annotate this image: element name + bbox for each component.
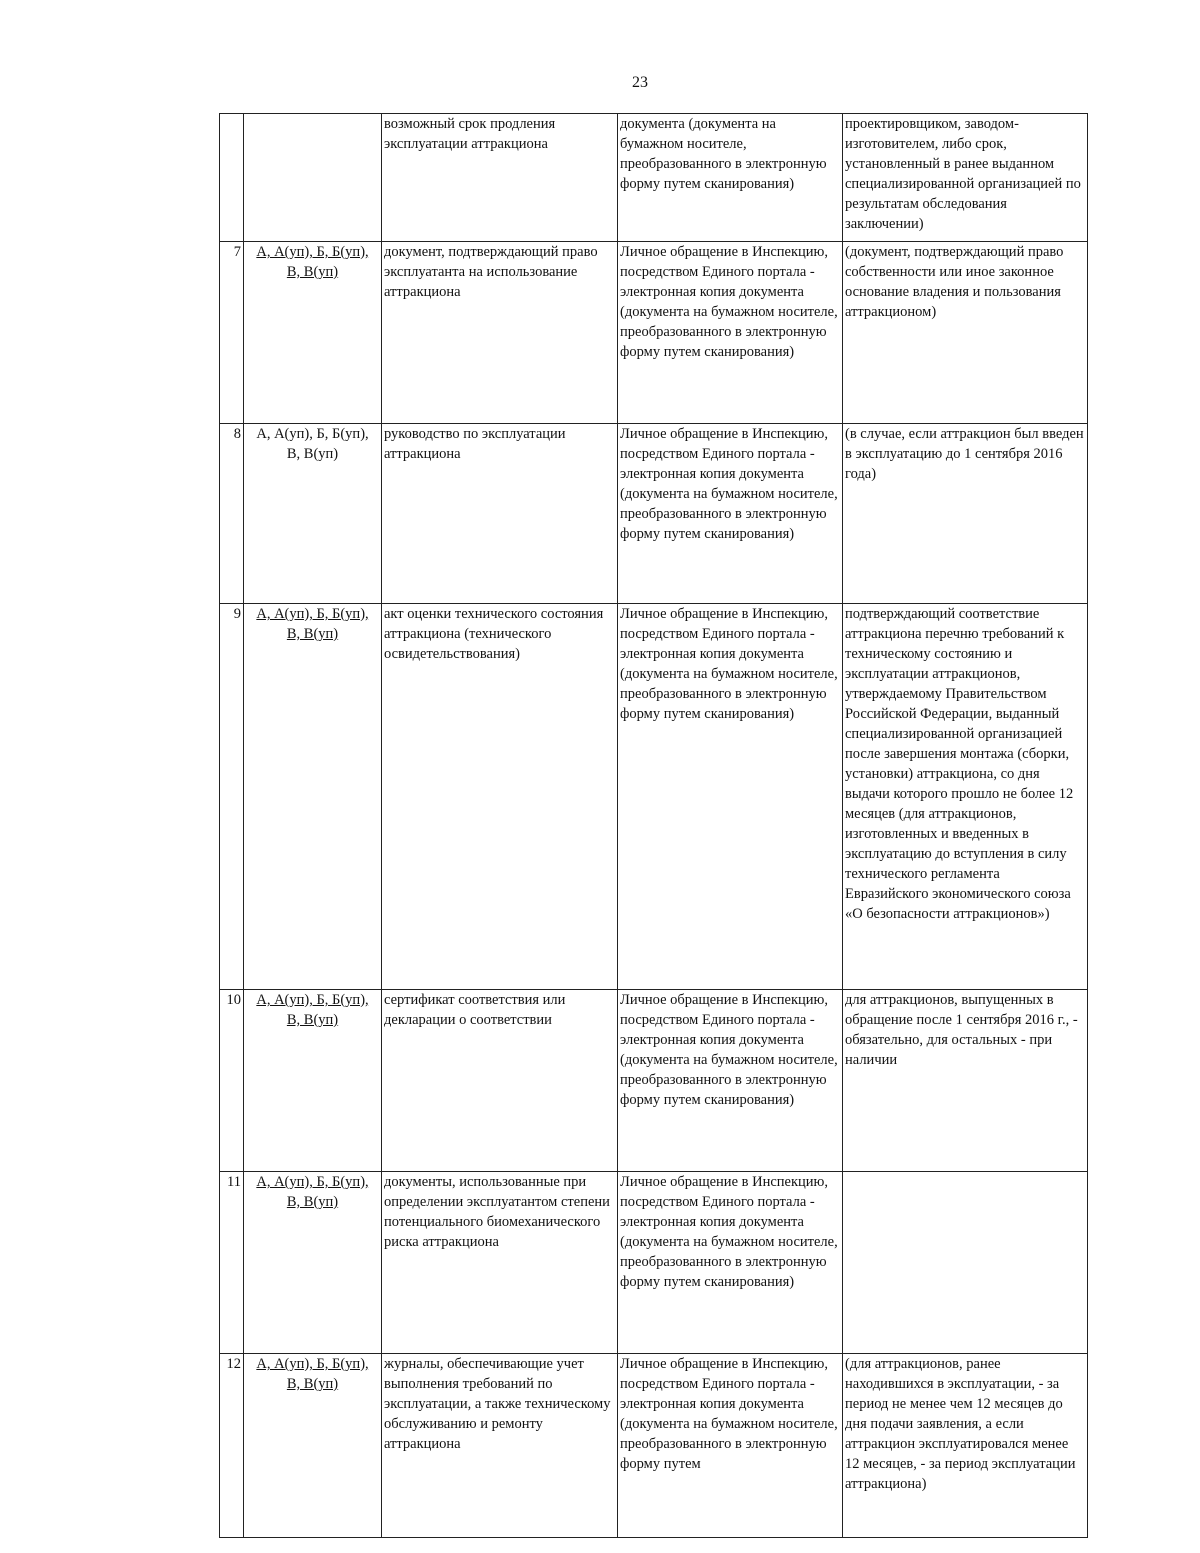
row-number: 10 xyxy=(220,990,244,1172)
row-category xyxy=(244,990,382,1172)
category-line-2: В, В(уп) xyxy=(286,1012,339,1028)
row-document: документы, использованные при определении эксплуатантом степени потенциального биомеханического риска аттракциона xyxy=(382,1172,618,1354)
table-row xyxy=(220,242,1088,424)
category-line-1: А, А(уп), Б, Б(уп), xyxy=(256,992,369,1008)
category-line-2: В, В(уп) xyxy=(286,264,339,280)
row-number: 7 xyxy=(220,242,244,424)
row-category xyxy=(244,114,382,242)
category-line-1: А, А(уп), Б, Б(уп), xyxy=(256,1174,369,1190)
table-row xyxy=(220,424,1088,604)
category-line-1: А, А(уп), Б, Б(уп), xyxy=(256,426,369,442)
category-line-1: А, А(уп), Б, Б(уп), xyxy=(256,244,369,260)
row-document: руководство по эксплуатации аттракциона xyxy=(382,424,618,604)
row-method: Личное обращение в Инспекцию, посредством Единого портала - электронная копия документа (документа на бумажном носителе, преобразованного в электронную форму путем сканирования) xyxy=(618,1172,843,1354)
row-method: Личное обращение в Инспекцию, посредством Единого портала - электронная копия документа (документа на бумажном носителе, преобразованного в электронную форму путем сканирования) xyxy=(618,424,843,604)
row-category xyxy=(244,242,382,424)
row-method: Личное обращение в Инспекцию, посредством Единого портала - электронная копия документа (документа на бумажном носителе, преобразованного в электронную форму путем сканирования) xyxy=(618,990,843,1172)
table-row xyxy=(220,1354,1088,1538)
row-note: для аттракционов, выпущенных в обращение после 1 сентября 2016 г., - обязательно, для остальных - при наличии xyxy=(843,990,1088,1172)
table-row xyxy=(220,1172,1088,1354)
row-number: 9 xyxy=(220,604,244,990)
row-category xyxy=(244,1172,382,1354)
row-note: проектировщиком, заводом-изготовителем, либо срок, установленный в ранее выданном специализированной организацией по результатам обследования заключении) xyxy=(843,114,1088,242)
row-document: сертификат соответствия или декларации о соответствии xyxy=(382,990,618,1172)
row-category xyxy=(244,604,382,990)
row-document: акт оценки технического состояния аттракциона (технического освидетельствования) xyxy=(382,604,618,990)
table-row xyxy=(220,990,1088,1172)
category-line-1: А, А(уп), Б, Б(уп), xyxy=(256,1356,369,1372)
row-number: 12 xyxy=(220,1354,244,1538)
row-number xyxy=(220,114,244,242)
row-document: документ, подтверждающий право эксплуатанта на использование аттракциона xyxy=(382,242,618,424)
row-method: документа (документа на бумажном носителе, преобразованного в электронную форму путем сканирования) xyxy=(618,114,843,242)
page-number: 23 xyxy=(632,74,648,91)
row-number: 11 xyxy=(220,1172,244,1354)
row-number: 8 xyxy=(220,424,244,604)
category-line-2: В, В(уп) xyxy=(286,1194,339,1210)
row-document: возможный срок продления эксплуатации аттракциона xyxy=(382,114,618,242)
row-note xyxy=(843,1172,1088,1354)
row-note: (в случае, если аттракцион был введен в эксплуатацию до 1 сентября 2016 года) xyxy=(843,424,1088,604)
row-document: журналы, обеспечивающие учет выполнения требований по эксплуатации, а также техническому обслуживанию и ремонту аттракциона xyxy=(382,1354,618,1538)
table-row xyxy=(220,114,1088,242)
row-note: подтверждающий соответствие аттракциона перечню требований к техническому состоянию и эксплуатации аттракционов, утверждаемому Правительством Российской Федерации, выданный специализированной организацией после завершения монтажа (сборки, установки) аттракциона, со дня выдачи которого прошло не более 12 месяцев (для аттракционов, изготовленных и введенных в эксплуатацию до вступления в силу технического регламента Евразийского экономического союза «О безопасности аттракционов») xyxy=(843,604,1088,990)
table-row xyxy=(220,604,1088,990)
category-line-2: В, В(уп) xyxy=(286,626,339,642)
row-method: Личное обращение в Инспекцию, посредством Единого портала - электронная копия документа (документа на бумажном носителе, преобразованного в электронную форму путем xyxy=(618,1354,843,1538)
row-note: (для аттракционов, ранее находившихся в эксплуатации, - за период не менее чем 12 месяцев до дня подачи заявления, а если аттракцион эксплуатировался менее 12 месяцев, - за период эксплуатации аттракциона) xyxy=(843,1354,1088,1538)
category-line-2: В, В(уп) xyxy=(286,1376,339,1392)
row-method: Личное обращение в Инспекцию, посредством Единого портала - электронная копия документа (документа на бумажном носителе, преобразованного в электронную форму путем сканирования) xyxy=(618,604,843,990)
row-category xyxy=(244,424,382,604)
category-line-1: А, А(уп), Б, Б(уп), xyxy=(256,606,369,622)
row-note: (документ, подтверждающий право собственности или иное законное основание владения и пользования аттракционом) xyxy=(843,242,1088,424)
category-line-2: В, В(уп) xyxy=(286,446,339,462)
row-method: Личное обращение в Инспекцию, посредством Единого портала - электронная копия документа (документа на бумажном носителе, преобразованного в электронную форму путем сканирования) xyxy=(618,242,843,424)
row-category xyxy=(244,1354,382,1538)
documents-table xyxy=(219,113,1088,1538)
